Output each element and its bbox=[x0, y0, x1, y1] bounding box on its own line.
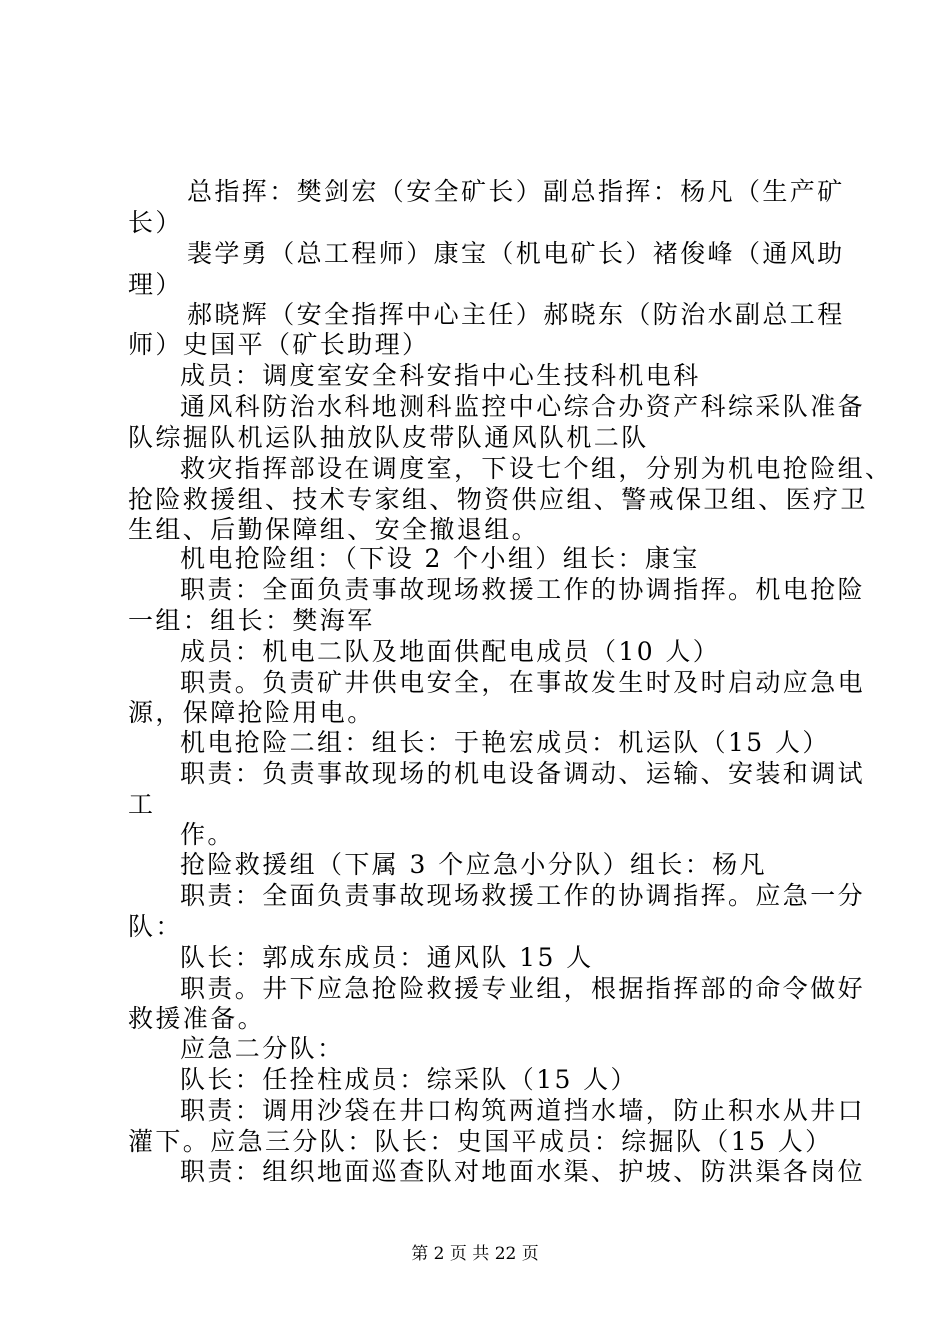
text-line: 工 bbox=[128, 790, 156, 819]
text-line: 抢险救援组（下属 3 个应急小分队）组长：杨凡 bbox=[180, 850, 768, 879]
text-line: 成员：调度室安全科安指中心生技科机电科 bbox=[180, 361, 701, 390]
text-line: 灌下。应急三分队：队长：史国平成员：综掘队（15 人） bbox=[128, 1127, 833, 1156]
text-line: 作。 bbox=[180, 820, 235, 849]
text-line: 职责：调用沙袋在井口构筑两道挡水墙，防止积水从井口 bbox=[180, 1096, 866, 1125]
text-line: 队长：任拴柱成员：综采队（15 人） bbox=[180, 1065, 638, 1094]
text-line: 源，保障抢险用电。 bbox=[128, 698, 375, 727]
text-line: 职责：全面负责事故现场救援工作的协调指挥。机电抢险 bbox=[180, 575, 866, 604]
text-line: 一组：组长：樊海军 bbox=[128, 606, 375, 635]
text-line: 救灾指挥部设在调度室，下设七个组，分别为机电抢险组、 bbox=[180, 454, 893, 483]
text-line: 职责：负责事故现场的机电设备调动、运输、安装和调试 bbox=[180, 759, 866, 788]
text-line: 总指挥：樊剑宏（安全矿长）副总指挥：杨凡（生产矿 bbox=[187, 177, 845, 206]
text-line: 救援准备。 bbox=[128, 1004, 266, 1033]
text-line: 队综掘队机运队抽放队皮带队通风队机二队 bbox=[128, 423, 649, 452]
text-line: 机电抢险组：（下设 2 个小组）组长：康宝 bbox=[180, 544, 700, 573]
text-line: 长） bbox=[128, 208, 183, 237]
page-footer bbox=[0, 1242, 950, 1266]
text-line: 队： bbox=[128, 912, 183, 941]
page-indicator: 第 2 页 共 22 页 bbox=[411, 1244, 539, 1264]
text-line: 成员：机电二队及地面供配电成员（10 人） bbox=[180, 637, 721, 666]
text-line: 职责：组织地面巡查队对地面水渠、护坡、防洪渠各岗位 bbox=[180, 1157, 866, 1186]
text-line: 机电抢险二组：组长：于艳宏成员：机运队（15 人） bbox=[180, 728, 830, 757]
text-line: 理） bbox=[128, 270, 183, 299]
text-line: 师）史国平（矿长助理） bbox=[128, 330, 430, 359]
text-line: 队长：郭成东成员：通风队 15 人 bbox=[180, 943, 594, 972]
text-line: 郝晓辉（安全指挥中心主任）郝晓东（防治水副总工程 bbox=[187, 300, 845, 329]
text-line: 生组、后勤保障组、安全撤退组。 bbox=[128, 515, 540, 544]
text-line: 职责：全面负责事故现场救援工作的协调指挥。应急一分 bbox=[180, 881, 866, 910]
text-line: 抢险救援组、技术专家组、物资供应组、警戒保卫组、医疗卫 bbox=[128, 485, 868, 514]
text-line: 职责。井下应急抢险救援专业组，根据指挥部的命令做好 bbox=[180, 974, 866, 1003]
text-line: 职责。负责矿井供电安全，在事故发生时及时启动应急电 bbox=[180, 668, 866, 697]
text-line: 通风科防治水科地测科监控中心综合办资产科综采队准备 bbox=[180, 392, 866, 421]
text-line: 应急二分队： bbox=[180, 1034, 345, 1063]
text-line: 裴学勇（总工程师）康宝（机电矿长）褚俊峰（通风助 bbox=[187, 239, 845, 268]
